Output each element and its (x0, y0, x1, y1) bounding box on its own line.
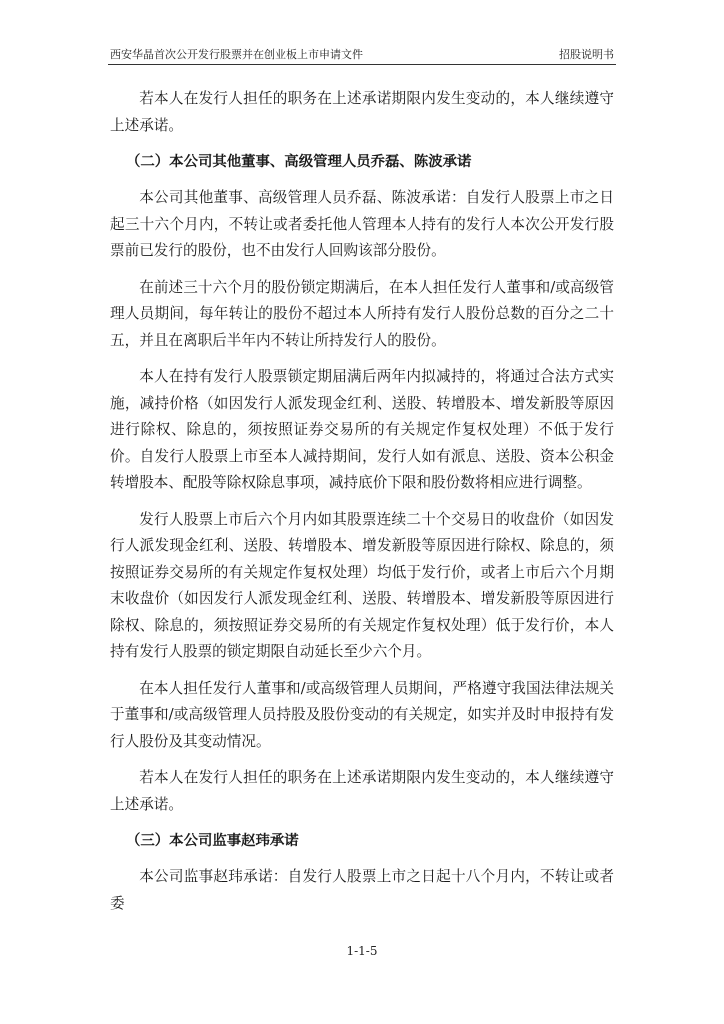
paragraph-7: 若本人在发行人担任的职务在上述承诺期限内发生变动的，本人继续遵守上述承诺。 (110, 769, 614, 813)
page-number: 1-1-5 (346, 944, 378, 958)
paragraph-8: 本公司监事赵玮承诺：自发行人股票上市之日起十八个月内，不转让或者委 (110, 868, 614, 912)
header-document-type: 招股说明书 (559, 48, 614, 61)
page-content (110, 86, 614, 927)
paragraph-4: 本人在持有发行人股票锁定期届满后两年内拟减持的，将通过合法方式实施，减持价格（如因发行人派发现金红利、送股、转增股本、增发新股等原因进行除权、除息的，须按照证券交易所的有关规定作复权处理）不低于发行价。自发行人股票上市至本人减持期间，发行人如有派息、送股、资本公积金转增股本、配股等除权除息事项，减持底价下限和股份数将相应进行调整。 (110, 368, 614, 491)
paragraph-2: 本公司其他董事、高级管理人员乔磊、陈波承诺：自发行人股票上市之日起三十六个月内，不转让或者委托他人管理本人持有的发行人本次公开发行股票前已发行的股份，也不由发行人回购该部分股份。 (110, 189, 614, 259)
paragraph-1: 若本人在发行人担任的职务在上述承诺期限内发生变动的，本人继续遵守上述承诺。 (110, 90, 614, 134)
paragraph-6: 在本人担任发行人董事和/或高级管理人员期间，严格遵守我国法律法规关于董事和/或高级管理人员持股及股份变动的有关规定，如实并及时申报持有发行人股份及其变动情况。 (110, 679, 614, 750)
section-heading-3: （三）本公司监事赵玮承诺 (126, 833, 299, 849)
section-heading-2: （二）本公司其他董事、高级管理人员乔磊、陈波承诺 (126, 154, 472, 170)
paragraph-3: 在前述三十六个月的股份锁定期满后，在本人担任发行人董事和/或高级管理人员期间，每年转让的股份不超过本人所持有发行人股份总数的百分之二十五，并且在离职后半年内不转让所持发行人的股份。 (110, 278, 614, 349)
page-header (108, 40, 616, 65)
paragraph-5: 发行人股票上市后六个月内如其股票连续二十个交易日的收盘价（如因发行人派发现金红利、送股、转增股本、增发新股等原因进行除权、除息的，须按照证券交易所的有关规定作复权处理）均低于发行价，或者上市后六个月期末收盘价（如因发行人派发现金红利、送股、转增股本、增发新股等原因进行除权、除息的，须按照证券交易所的有关规定作复权处理）低于发行价，本人持有发行人股票的锁定期限自动延长至少六个月。 (110, 510, 614, 660)
header-document-title: 西安华晶首次公开发行股票并在创业板上市申请文件 (110, 48, 363, 61)
